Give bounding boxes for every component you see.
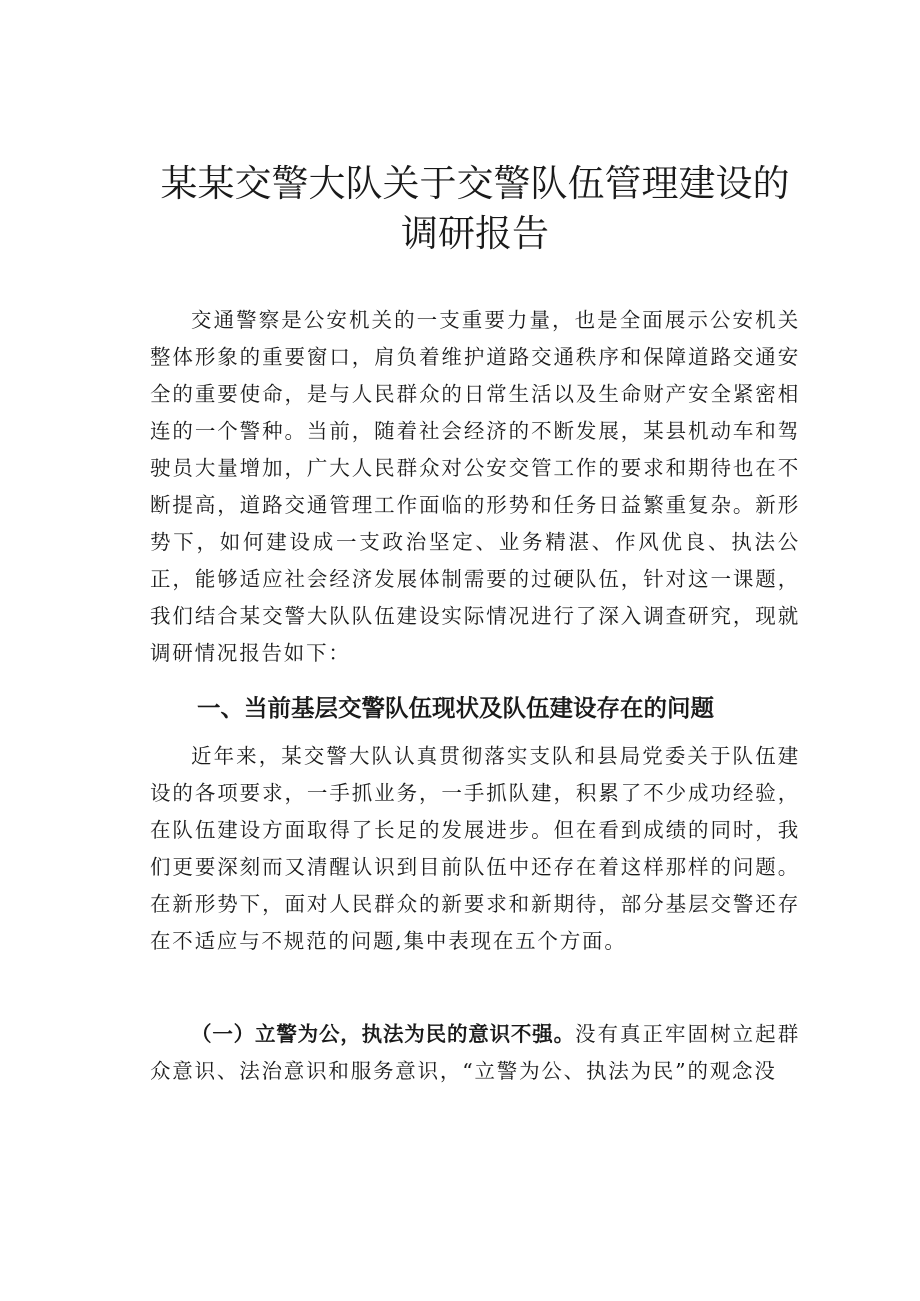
subsection-1-paragraph: [150, 1016, 800, 1090]
document-title-line-2: 调研报告: [401, 212, 549, 255]
document-title-line-1: 某某交警大队关于交警队伍管理建设的: [160, 162, 790, 205]
subsection-1-lead: （一）立警为公，执法为民的意识不强。: [191, 1022, 575, 1046]
section-heading-1: 一、当前基层交警队伍现状及队伍建设存在的问题: [197, 694, 714, 722]
intro-paragraph: 交通警察是公安机关的一支重要力量，也是全面展示公安机关整体形象的重要窗口，肩负着维护道路交通秩序和保障道路交通安全的重要使命，是与人民群众的日常生活以及生命财产安全紧密相连的一个警种。当前，随着社会经济的不断发展，某县机动车和驾驶员大量增加，广大人民群众对公安交管工作的要求和期待也在不断提高，道路交通管理工作面临的形势和任务日益繁重复杂。新形势下，如何建设成一支政治坚定、业务精湛、作风优良、执法公正，能够适应社会经济发展体制需要的过硬队伍，针对这一课题，我们结合某交警大队队伍建设实际情况进行了深入调查研究，现就调研情况报告如下：: [150, 308, 800, 665]
section-1-paragraph: 近年来，某交警大队认真贯彻落实支队和县局党委关于队伍建设的各项要求，一手抓业务，一手抓队建，积累了不少成功经验，在队伍建设方面取得了长足的发展进步。但在看到成绩的同时，我们更要深刻而又清醒认识到目前队伍中还存在着这样那样的问题。在新形势下，面对人民群众的新要求和新期待，部分基层交警还存在不适应与不规范的问题,集中表现在五个方面。: [150, 744, 800, 953]
subsection-1-text: 没有真正牢固树立起群众意识、法治意识和服务意识，“立警为公、执法为民”的观念没: [150, 1022, 800, 1083]
